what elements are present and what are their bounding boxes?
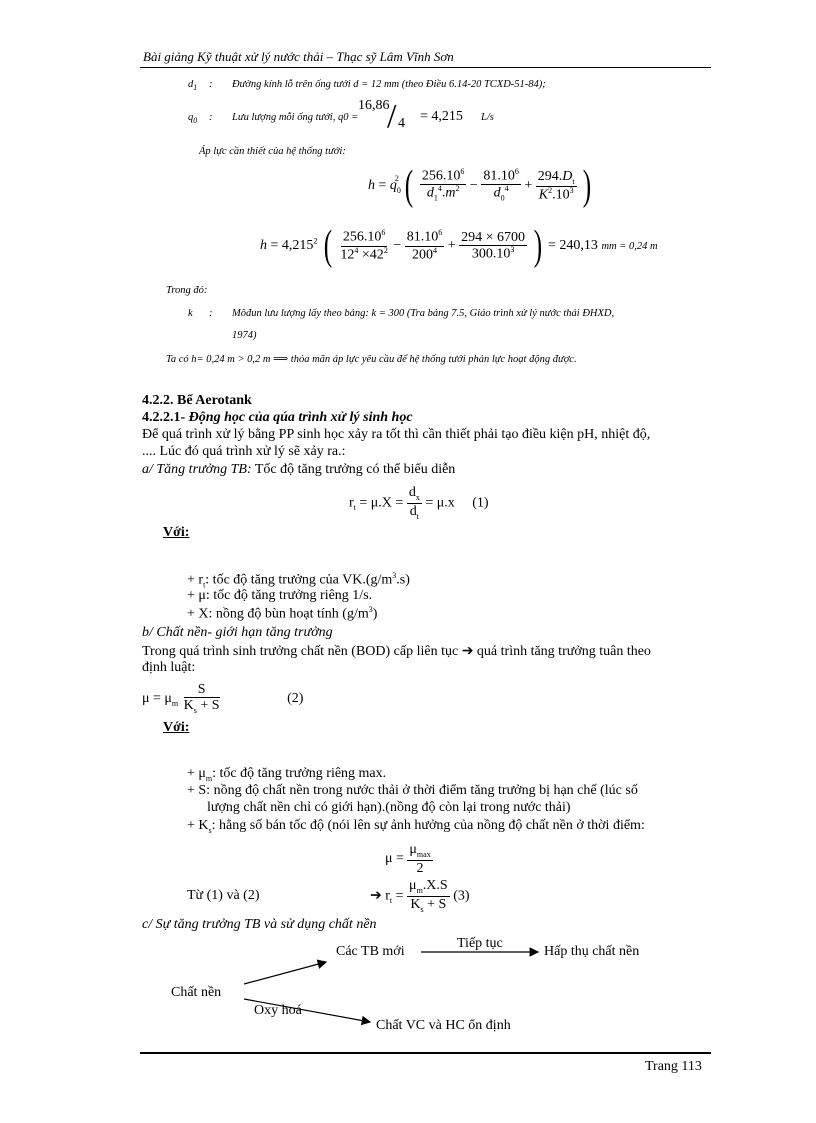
q0-denominator: 4: [398, 116, 405, 131]
d1-definition: Đường kính lỗ trên ống tưới d = 12 mm (theo Điều 6.14-20 TCXD-51-84);: [232, 79, 546, 90]
list1-item-2: + μ: tốc độ tăng trưởng riêng 1/s.: [187, 588, 373, 603]
pressure-label: Áp lực cần thiết của hệ thống tưới:: [199, 146, 346, 157]
intro-line-1: Để quá trình xử lý bằng PP sinh học xảy ra tốt thì cần thiết phải tạo điều kiện pH, nhiệt độ,: [142, 427, 651, 442]
arrow-oxidize: [244, 999, 370, 1022]
q0-definition: Lưu lượng mỗi ống tưới, q0 =: [232, 112, 359, 123]
equation-h-numeric: $h = 4,215^2$ ( $\frac{256.10^6}{12^4 \times 42^2}$ − $\frac{81.10^6}{200^4}$ + $\frac{294 \times 6700}{300.10^3}$ ) = 240,13 mm = 0,24 m: [260, 223, 658, 269]
diagram-substrate: Chất nền: [171, 985, 222, 1000]
q0-colon: :: [209, 112, 213, 123]
diagram-oxidize: Oxy hoá: [254, 1003, 302, 1018]
diagram-new-cells: Các TB mới: [336, 944, 405, 959]
footer-rule: [140, 1052, 711, 1054]
list1-item-3: + X: nồng độ bùn hoạt tính $(g/m^3)$: [187, 605, 378, 622]
conclusion: Ta có h= 0,24 m > 0,2 m ⟹ thỏa mãn áp lực yêu cầu để hệ thống tưới phản lực hoạt động được.: [166, 354, 577, 365]
d1-symbol: $d_1$: [188, 79, 198, 93]
section-heading: 4.2.2. Bể Aerotank: [142, 393, 252, 408]
subsection-heading: 4.2.2.1- Động học của qúa trình xử lý sinh học: [142, 410, 413, 425]
list2-item-2-cont: lượng chất nền chỉ có giới hạn).(nồng độ còn lại trong nước thải): [207, 800, 571, 815]
page-header: Bài giảng Kỹ thuật xử lý nước thải – Thạc sỹ Lâm Vĩnh Sơn: [143, 49, 454, 64]
b-text-2: định luật:: [142, 660, 196, 675]
a-heading: a/ Tăng trưởng TB: Tốc độ tăng trưởng có thể biểu diễn: [142, 462, 456, 477]
arrow-to-new-cells: [244, 962, 326, 984]
q0-unit: L/s: [481, 112, 494, 123]
voi-label-1: Với:: [163, 525, 190, 540]
equation-1: $r_t = \mu.X$ = $\frac{d_x}{d_t}$ = μ.x (1): [349, 485, 489, 521]
c-heading: c/ Sự tăng trưởng TB và sử dụng chất nền: [142, 917, 377, 932]
equation-h-general: $h = q_0^2$ ( $\frac{256.10^6}{d_1^4.m^2}$ − $\frac{81.10^6}{d_0^4}$ + $\frac{294.D_t}{K^2.10^3}$ ): [368, 163, 592, 209]
q0-slash: /: [387, 98, 397, 135]
equation-mu-half: μ = $\frac{\mu_{max}}{2}$: [385, 842, 431, 876]
diagram-continue: Tiếp tục: [457, 936, 503, 951]
page-number: Trang 113: [645, 1059, 702, 1074]
equation-3: ➔ $r_t$ = $\frac{\mu_m.X.S}{K_s + S}$ (3): [370, 878, 470, 914]
b-text-1: Trong quá trình sinh trưởng chất nền (BOD) cấp liên tục ➔ quá trình tăng trưởng tuân theo: [142, 644, 651, 659]
h-unit: mm = 0,24 m: [601, 241, 658, 253]
eq3-from: Từ (1) và (2): [187, 888, 260, 903]
trong-do-label: Trong đó:: [166, 285, 208, 296]
q0-result: = 4,215: [420, 109, 463, 124]
k-definition: Môđun lưu lượng lấy theo bảng: k = 300 (Tra bảng 7.5, Giáo trình xử lý nước thải ĐHXD,: [232, 308, 615, 319]
list2-item-3: + $K_s$: hằng số bán tốc độ (nói lên sự ảnh hưởng của nồng độ chất nền ở thời điểm:: [187, 818, 645, 835]
diagram-absorb: Hấp thụ chất nền: [544, 944, 640, 959]
k-symbol: k: [188, 308, 193, 319]
h-result: = 240,13: [548, 238, 598, 254]
intro-line-2: .... Lúc đó quá trình xử lý sẽ xảy ra.:: [142, 444, 346, 459]
voi-label-2: Với:: [163, 720, 190, 735]
list2-item-2: + S: nồng độ chất nền trong nước thải ở thời điểm tăng trưởng bị hạn chế (lúc số: [187, 783, 638, 798]
k-definition-cont: 1974): [232, 330, 257, 341]
b-heading: b/ Chất nền- giới hạn tăng trưởng: [142, 625, 333, 640]
q0-symbol: $q_0$: [188, 112, 198, 126]
diagram-stable: Chất VC và HC ổn định: [376, 1018, 511, 1033]
k-colon: :: [209, 308, 213, 319]
d1-colon: :: [209, 79, 213, 90]
list2-item-1: + $\mu_m$: tốc độ tăng trưởng riêng max.: [187, 766, 387, 783]
q0-numerator: 16,86: [358, 98, 390, 113]
list1-item-1: + $r_t$: tốc độ tăng trưởng của $VK.(g/m^3.s)$: [187, 571, 410, 590]
equation-2: $\mu = \mu_m$ $\frac{S}{K_s + S}$ (2): [142, 682, 304, 716]
